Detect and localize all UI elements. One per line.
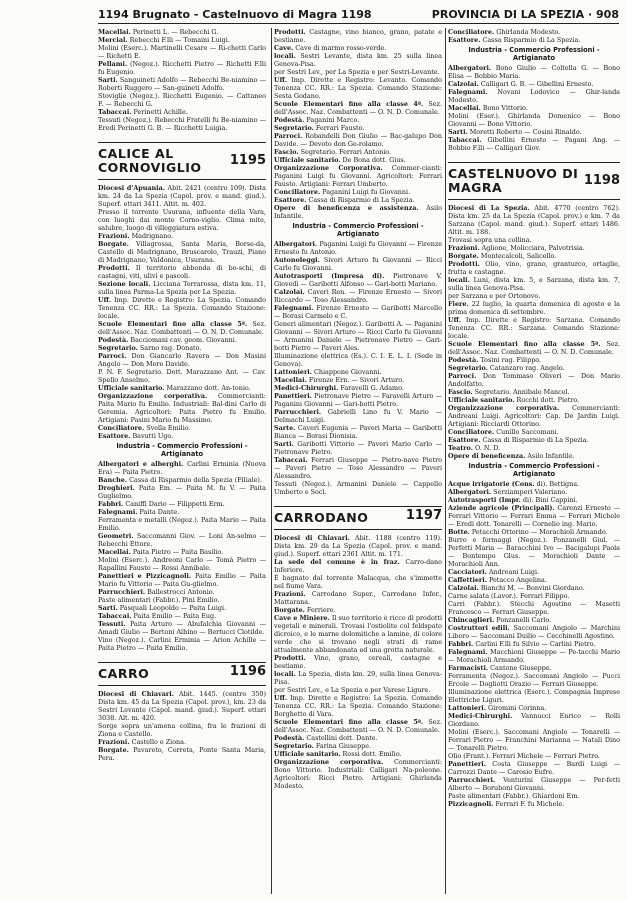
entry: Diocesi di Chiavari. Abit. 1188 (centro 119). Dista km. 29 da La Spezia (Capol. prov. e mand. giud.). Superf. ettari 2361 Altit. m. 171.	[274, 534, 442, 558]
carro-body	[98, 690, 266, 762]
entry: Trovasi sopra una collina.	[448, 236, 532, 244]
entry: Sarti. Garibotti Vittorio — Paveri Mario Carlo — Pietronave Pietro.	[274, 440, 442, 456]
entry: Mercial. Rebecchi F.lli — Tomaini Luigi.	[98, 36, 230, 44]
entry: locali. La Spezia, dista km. 29, sulla linea Genova-Pisa.	[274, 670, 442, 686]
entry: Burro e formaggi (Negoz.). Ponzanelli Giul. — Perfetti Maria — Baracchini Ivo — Bacigalupi Paola — Bontempo Glus. — Morachioli Dante — Morachioli Ann.	[448, 536, 620, 568]
entry: P. N. F. Segretario. Dott. Marazzano Ant. — Cav. Spello Anselmo.	[98, 368, 266, 384]
entry: Tessuti. Paita Arturo — Abufalchia Giovanni — Amadi Giulio — Bertoni Albino — Bertucci Clotilde.	[98, 620, 266, 636]
entry: Fabbri. Carlini F.lli fu Silvio — Carlini Pietro.	[448, 640, 596, 648]
column-1	[98, 28, 266, 896]
entry: Opere di beneficenza e assistenza. Asilo Infantile.	[274, 204, 442, 220]
entry: Ferramenta (Negoz.). Saccomani Angiolo — Pucci Ercole — Dogliotti Orazio — Ferrari Giuseppe.	[448, 672, 620, 688]
entry: Falegnami. Macchioni Giuseppe — Pe-tacchi Mario — Morachioli Armando.	[448, 648, 620, 664]
entry: Sarti. Pasquali Leopoldo — Paita Luigi.	[98, 604, 227, 612]
entry: Albergatori. Bono Giulio — Coltella G. — Bono Elisa — Bobbio Maria.	[448, 64, 620, 80]
entry: Botte. Petacchi Ottorino — Morachioli Armando.	[448, 528, 608, 536]
entry: Albergatori e alberghi. Carlini Erminia (Nuova Era) — Paita Pietro.	[98, 460, 266, 476]
entry: Opere di beneficenza. Asilo Infantile.	[448, 452, 575, 460]
town-heading-carro	[98, 662, 266, 686]
entry: Calzolai. Bianchi M. — Bonvini Giordano.	[448, 584, 585, 592]
header-rule	[98, 23, 619, 24]
entry: Frazioni. Madrignano.	[98, 232, 174, 240]
entry: Autotrasporti (Impr. di). Bini Cappini.	[448, 496, 578, 504]
entry: Borgate. Ferriere.	[274, 606, 336, 614]
entry: Borgate. Villagrossa, Santa Maria, Borse-da, Castello di Madrignano, Bruscarolo, Trauzi, Piano di Madrignano, Valdonica, Usurana.	[98, 240, 266, 264]
entry: Aziende agricole (Principali). Carenzi Ernesto — Ferrari Vittorio — Ferrari Emma — Ferrari Michele — Eredi dott. Tonarelli — Cornelio ing. Mario.	[448, 504, 620, 528]
entry: per Sestri Lev., e La Spezia e per Varese Ligure.	[274, 686, 431, 694]
entry: Conciliatore. Ghirlanda Modesto.	[448, 28, 561, 36]
entry: Tabaccai. Gibellini Ernesto — Pagani Ang. — Bobbio F.lli — Calligari Giov.	[448, 136, 620, 152]
entry: Uff. Imp. Dirette e Registro: Levanto. Comando Tenenza CC. RR.: La Spezia. Comando Stazione: Sesta Godano.	[274, 76, 442, 100]
entry: Diocesi di La Spezia. Abit. 4770 (centro 762). Dista km. 25 da La Spezia (Capol. prov.) e km. 7 da Sarzana (Capol. mand. giud.). Superf. ettari 1486. Altit. m. 188.	[448, 204, 620, 236]
entry: Falegnami. Firenze Ernesto — Garibotti Marcello — Borasi Carmelo e C.	[274, 304, 442, 320]
entry: Parrucchieri. Venturini Giuseppe — Per-fetti Alberto — Boruboni Giovanni.	[448, 776, 620, 792]
entry: locali. Luni, dista km. 5, e Sarzana, dista km. 7, sulla linea Genova-Pisa.	[448, 276, 620, 292]
entry: Ufficiale sanitario. De Bona dott. Gius.	[274, 156, 406, 164]
column-divider	[445, 28, 446, 894]
entry: locali. Sestri Levante, dista km. 25 sulla linea Genova-Pisa.	[274, 52, 442, 68]
section-heading: Industria - Commercio Professioni - Artigianato	[468, 46, 600, 62]
entry: Sarte. Caveri Eugenia — Paveri Maria — Garibotti Bianca — Borasi Dionisia.	[274, 424, 442, 440]
header-left: 1194 Brugnato - Castelnuovo di Magra 1198	[98, 8, 372, 21]
entry: Cave. Cave di marmo rosso-verde.	[274, 44, 387, 52]
castelnuovo-body	[448, 204, 620, 460]
page-header	[98, 8, 619, 24]
entry: Esattore. Bavutti Ugo.	[98, 432, 174, 440]
entry: Costruttori edili. Saccomani Angiolo — Marchini Libero — Saccomani Duilio — Cecchinelli Agostino.	[448, 624, 620, 640]
entry: Podestà. Tosini rag. Filippo.	[448, 356, 542, 364]
entry: Organizzazione corporativa. Commercianti: Andreani Luigi. Agricoltori: Cap. De Jardin Luigi. Artigiani: Ricciardi Ottorino.	[448, 404, 620, 428]
entry: Lattonieri. Giromini Corinna.	[448, 704, 547, 712]
entry: Segretario. Catanzaro rag. Angelo.	[448, 364, 565, 372]
entry: Frazioni. Aglione, Molicciara, Palvotrisia.	[448, 244, 585, 252]
carro-trade-list	[274, 240, 442, 496]
entry: Olio (Frant.). Ferrari Michele — Ferrari Pietro.	[448, 752, 600, 760]
carrodano-trade-list	[448, 64, 620, 152]
entry: Organizzazione corporativa. Commercianti: Paita Mario fu Emilio. Industriali: Bal-dini Carlo di Geremia. Agricoltori: Paita Pietro fu Emilio. Artigiani: Pasini Mario fu Massimo.	[98, 392, 266, 424]
entry: Uff. Imp. Dirette e Registro: Sarzana. Comando Tenenza CC. RR.: Sarzana. Comando Stazione: locale.	[448, 316, 620, 340]
entry: Sorge sopra un'amena collina, fra le frazioni di Ziona e Castello.	[98, 722, 266, 738]
entry: Molini (Eserc.). Saccomani Angiolo — Tonarelli — Ferrari Pietro — Franchini Marianna — Natali Dino — Tonarelli Pietro.	[448, 728, 620, 752]
entry: Fascio. Segretario. Annibale Mancel.	[448, 388, 570, 396]
entry: Conciliatore. Cunillo Saccomani.	[448, 428, 559, 436]
entry: per Sestri Lev., per La Spezia e per Sestri-Levante.	[274, 68, 440, 76]
entry: Borgate. Montecalcoli, Salicello.	[448, 252, 557, 260]
entry: Droghieri. Paita Em. — Paita M. fu V. — Paita Guglielmo.	[98, 484, 266, 500]
entry: Frazioni. Carrodano Super., Carrodano Infer., Mattarana.	[274, 590, 442, 606]
entry: Calzolai. Caveri Ren. — Firenze Ernesto — Sivori Riccardo — Toso Alessandro.	[274, 288, 442, 304]
entry: Farmacisti. Cantone Giuseppe.	[448, 664, 552, 672]
town-number: 1198	[583, 173, 620, 188]
entry: Molini (Eser.). Ghirlanda Domenico — Bono Giovanni — Bono Vittorio.	[448, 112, 620, 128]
entry: Illuminazione elettrica (Es.). C. I. E. L. I. (Sede in Genova).	[274, 352, 442, 368]
town-number: 1197	[405, 508, 442, 523]
entry: Panettieri. Costa Giuseppe — Bardi Luigi — Carrozzi Dante — Carosio Eufre.	[448, 760, 620, 776]
entry: Sezione locali. Licciana Terrarossa, dista km. 11, sulla linea Parma-La Spezia per La Spezia.	[98, 280, 266, 296]
section-heading: Industria - Commercio Professioni - Artigianato	[116, 442, 248, 458]
calice-trade-list	[98, 460, 266, 652]
entry: Illuminazione elettrica (Eserc.). Compagnia Imprese Elettriche Liguri.	[448, 688, 620, 704]
section-heading: Industria - Commercio Professioni - Artigianato	[292, 222, 424, 238]
entry: Panettieri. Pietronave Pietro — Faravelli Arturo — Paganini Giovanni — Gari-botti Pietro.	[274, 392, 442, 408]
entry: Falegnami. Novani Lodovico — Ghir-landa Modesto.	[448, 88, 620, 104]
section-heading: Industria - Commercio Professioni - Artigianato	[468, 462, 600, 478]
town-name: CALICE AL CORNOVIGLIO	[98, 146, 202, 175]
entry: Tessuti (Negoz.). Armanini Daniele — Cappello Umberto e Socl.	[274, 480, 442, 496]
entry: Prodotti. Il territorio abbonda di bo-schi, di castagni, viti, ulivi e pascoli.	[98, 264, 266, 280]
town-name: CASTELNUOVO DI MAGRA	[448, 166, 579, 195]
col3-top-list	[448, 28, 620, 44]
carrodano-body	[274, 534, 442, 790]
entry: La sede del comune è in fraz. Carro-dano Inferiore.	[274, 558, 442, 574]
entry: Molini (Eserc.). Martinelli Cesare — Ri-chetti Carlo — Richetti E.	[98, 44, 266, 60]
header-right: PROVINCIA DI LA SPEZIA · 908	[431, 8, 619, 21]
entry: Parroci. Don Giancarlo Ravera — Don Masini Angelo — Don More Davide.	[98, 352, 266, 368]
col1-top-list	[98, 28, 266, 132]
entry: Chincaglieri. Ponzanelli Carlo.	[448, 616, 552, 624]
entry: Podestà. Paganini Marco.	[274, 116, 360, 124]
town-heading-carrodano	[274, 506, 442, 530]
col2-top-list	[274, 28, 442, 220]
entry: Fabbri. Caniffi Dario — Filippetti Erm.	[98, 500, 225, 508]
column-3	[448, 28, 620, 896]
entry: Pizzicagnoli. Ferrari F. fu Michele.	[448, 800, 565, 808]
entry: Fiere. 22 luglio, la quarta domenica di agosto e la prima domenica di settembre.	[448, 300, 620, 316]
entry: Ufficiale sanitario. Rocchi dott. Pietro.	[448, 396, 580, 404]
entry: Autonoleggi. Sivori Arturo fu Giovanni — Ricci Carlo fu Giovanni.	[274, 256, 442, 272]
entry: Teatro. O. N. D.	[448, 444, 501, 452]
entry: Generi alimentari (Negoz.). Garibotti A. — Paganini Giovanni — Sivori Arturo — Ricci Carlo fu Giovanni — Armanini Daniele — Pietronave Pietro — Gari-botti Pietro — Paveri Ales.	[274, 320, 442, 352]
entry: Geometri. Saccomanni Giov. — Loni An-selmo — Rebecchi Ettore.	[98, 532, 266, 548]
entry: Calzolai. Calligari G. B. — Gibellini Ernesto.	[448, 80, 594, 88]
entry: Esattore. Cassa di Risparmio di La Spezia.	[274, 196, 415, 204]
entry: Diocesi di Chiavari. Abit. 1445. (centro 350) Dista km. 45 da La Spezia (Capol. prov.), km. 23 da Sestri Levante (Capol. mand. giud.). Superf. ettari 3038. Alt. m. 420.	[98, 690, 266, 722]
entry: Pellami. (Negoz.). Ricchetti Pietro — Richetti F.lli fu Eugenio.	[98, 60, 266, 76]
entry: Albergatori. Serziamperi Valeriano.	[448, 488, 568, 496]
entry: Organizzazione Corporativa. Commer-cianti: Paganini Luigi fu Giovanni. Agricoltori: Ferrari Fausto. Artigiani: Ferrari Umberto.	[274, 164, 442, 188]
entry: Medici-Chirurghi. Vannucci Enrico — Rolli Giordano.	[448, 712, 620, 728]
entry: Tabaccai. Perinetti Achille.	[98, 108, 188, 116]
entry: Caffettieri. Petacco Angelina.	[448, 576, 547, 584]
town-number: 1195	[229, 153, 266, 168]
entry: È bagnato dal torrente Malacqua, che s'immette nel fiume Vara.	[274, 574, 442, 590]
entry: Segretario. Sarno rag. Donato.	[98, 344, 202, 352]
entry: Presso il torrente Usurana, influente della Vara, con luoghi dai monte Corno-viglio. Clima mite, salubre, luogo di villeggiatura estiva.	[98, 208, 266, 232]
entry: Segretario. Farina Giuseppe.	[274, 742, 372, 750]
entry: Esattore. Cassa di Risparmio di La Spezia.	[448, 436, 589, 444]
entry: Scuole Elementari fino alla classe 4ª. Sez. dell'Assoc. Naz. Combattenti — O. N. D. Comunale.	[274, 100, 442, 116]
entry: Molini (Eserc.). Andreoni Carlo — Tomà Pietro — Rapallini Fausto — Rossi Annibale.	[98, 556, 266, 572]
entry: Tessuti (Negoz.). Rebecchi Fratelli fu Be-niamino — Eredi Perinetti G. B. — Ricchetti Luigia.	[98, 116, 266, 132]
entry: Borgate. Pavareto, Cerreta, Ponte Santa Maria, Pera.	[98, 746, 266, 762]
entry: Sarti. Sanguineti Adolfo — Rebecchi Be-niamino — Roberti Ruggero — San-guineti Adolfo.	[98, 76, 266, 92]
entry: Prodotti. Vino, grano, cereali, castagne e bestiame.	[274, 654, 442, 670]
entry: Prodotti. Castagne, vino bianco, grano, patate e bestiame.	[274, 28, 442, 44]
entry: Ferramenta e metalli (Negoz.). Paita Mario — Paita Emilio.	[98, 516, 266, 532]
entry: Acque irrigatorie (Cons. di). Bettigna.	[448, 480, 580, 488]
entry: Scuole Elementari fino alla classe 5ª. Sez. dell'Assoc. Naz. Combattenti — O. N. D. Comunale.	[274, 718, 442, 734]
entry: Prodotti. Olio, vino, grano, granturco, ortaglie, frutta e castagne.	[448, 260, 620, 276]
entry: Medici-Chirurghi. Faravelli G. Adamo.	[274, 384, 404, 392]
entry: Uff. Imp. Dirette e Registro: La Spezia. Comando Tenenza CC. RR.: La Spezia. Comando Stazione: Borghetto di Vara.	[274, 694, 442, 718]
entry: Ufficiale sanitario. Marazzano dott. An-tonio.	[98, 384, 251, 392]
column-divider	[271, 28, 272, 894]
entry: Albergatori. Paganini Luigi fu Giovanni — Firenze Ernesto fu Antonio.	[274, 240, 442, 256]
entry: Banche. Cassa di Risparmio della Spezia (Filiale).	[98, 476, 262, 484]
entry: per Sarzana e per Ortonovo.	[448, 292, 541, 300]
entry: Scuole Elementari fino alla classe 5ª. Sez. dell'Assoc. Naz. Combattenti — O. N. D. Comunale.	[98, 320, 266, 336]
town-heading-calice	[98, 142, 266, 180]
entry: Parroci. Don Tommaso Oliveri — Don Mario Andolfatto.	[448, 372, 620, 388]
entry: Stoviglie (Negoz.). Ricchetti Eugenio. — Cattaneo F. — Rebecchi G.	[98, 92, 266, 108]
entry: Ufficiale sanitario. Rossi dott. Emilio.	[274, 750, 402, 758]
entry: Vino (Negoz.). Carlini Erminia — Arion Achille — Paita Pietro — Paita Emilio.	[98, 636, 266, 652]
entry: Macellai. Bono Vittorio.	[448, 104, 528, 112]
entry: Carri (Fabbr.). Stecchi Agostino — Masetti Francesco — Ferrari Giuseppe.	[448, 600, 620, 616]
entry: Tabaccai. Paita Emilio — Paita Eug.	[98, 612, 217, 620]
town-number: 1196	[229, 664, 266, 679]
column-2	[274, 28, 442, 896]
entry: Macellai. Perinetti L. — Rebecchi G.	[98, 28, 219, 36]
entry: Podestà. Bacciomani cav. geom. Giovanni.	[98, 336, 237, 344]
entry: Conciliatore. Svella Emilio.	[98, 424, 191, 432]
entry: Panettieri e Pizzicagnoli. Paita Emilio — Paita Mario fu Vittorio — Paita Gu-glielmo.	[98, 572, 266, 588]
entry: Fascio. Segretario. Ferrari Antonio.	[274, 148, 392, 156]
entry: Podestà. Castellini dott. Dante.	[274, 734, 378, 742]
entry: Sarti. Moretti Roberto — Cosini Rinaldo.	[448, 128, 582, 136]
entry: Scuole Elementari fino alla classe 5ª. Sez. dell'Assoc. Naz. Combattenti — O. N. D. Comunale.	[448, 340, 620, 356]
entry: Segretario. Ferrari Fausto.	[274, 124, 365, 132]
town-name: CARRO	[98, 666, 150, 681]
entry: Organizzazione corporativa. Commercianti: Bono Vittorio. Industriali: Calligari Na-poleone. Agricoltori: Ricci Pietro. Artigiani: Ghirlanda Modesto.	[274, 758, 442, 790]
entry: Paste alimentari (Fabbr.). Pini Emilio.	[98, 596, 220, 604]
entry: Macellai. Firenze Ern. — Sivori Arturo.	[274, 376, 404, 384]
entry: Macellai. Paita Pietro — Paita Basilio.	[98, 548, 224, 556]
entry: Lattonieri. Chiappone Giovanni.	[274, 368, 382, 376]
entry: Esattore. Cassa Risparmio di La Spezia.	[448, 36, 581, 44]
entry: Tabaccai. Ferrari Giuseppe — Pietro-nave Pietro — Paveri Pietro — Toso Alessandro — Paveri Alessandro.	[274, 456, 442, 480]
entry: Parrucchieri. Ballestrocci Antonio.	[98, 588, 215, 596]
entry: Uff. Imp. Dirette e Registro: La Spezia. Comando Tenenza CC. RR.: La Spezia. Comando Stazione: locale.	[98, 296, 266, 320]
entry: Parrucchieri. Gabrielli Lino fu V. Mario — Delmachi Luigi.	[274, 408, 442, 424]
entry: Carne salata (Lavor.). Ferrari Filippo.	[448, 592, 570, 600]
entry: Falegnami. Paita Dante.	[98, 508, 180, 516]
town-name: CARRODANO	[274, 510, 369, 525]
entry: Paste alimentari (Fabbr.). Ghiardoni Em.	[448, 792, 580, 800]
entry: Parroci. Robandelli Don Giulio — Bac-galupo Don Davide. — Devoto don Ge-rolamo.	[274, 132, 442, 148]
entry: Frazioni. Castello e Ziona.	[98, 738, 186, 746]
entry: Cave e Miniere. Il suo territorio è ricco di prodotti vegetali e minerali. Trovasi l'ostiolite col feldspato dicroico, e le marne dolomitiche a lamine, di colore verde che si trovano negli strati di rame attualmente abbandonata ed una grotta naturale.	[274, 614, 442, 654]
entry: Diocesi d'Apuania. Abit. 2421 (centro 109). Dista km. 24 da La Spezia (Capol. prov. e mand. giud.). Superf. ettari 3411. Altit. m. 402.	[98, 184, 266, 208]
castelnuovo-trade-list	[448, 480, 620, 808]
town-heading-castelnuovo	[448, 162, 620, 200]
calice-body	[98, 184, 266, 440]
entry: Cacciatori. Andreani Luigi.	[448, 568, 540, 576]
entry: Autotrasporti (Impresa di). Pietronave V. Giovedì — Garibotti Alfonso — Gari-botti Mariano.	[274, 272, 442, 288]
entry: Conciliatore. Paganini Luigi fu Giovanni.	[274, 188, 411, 196]
